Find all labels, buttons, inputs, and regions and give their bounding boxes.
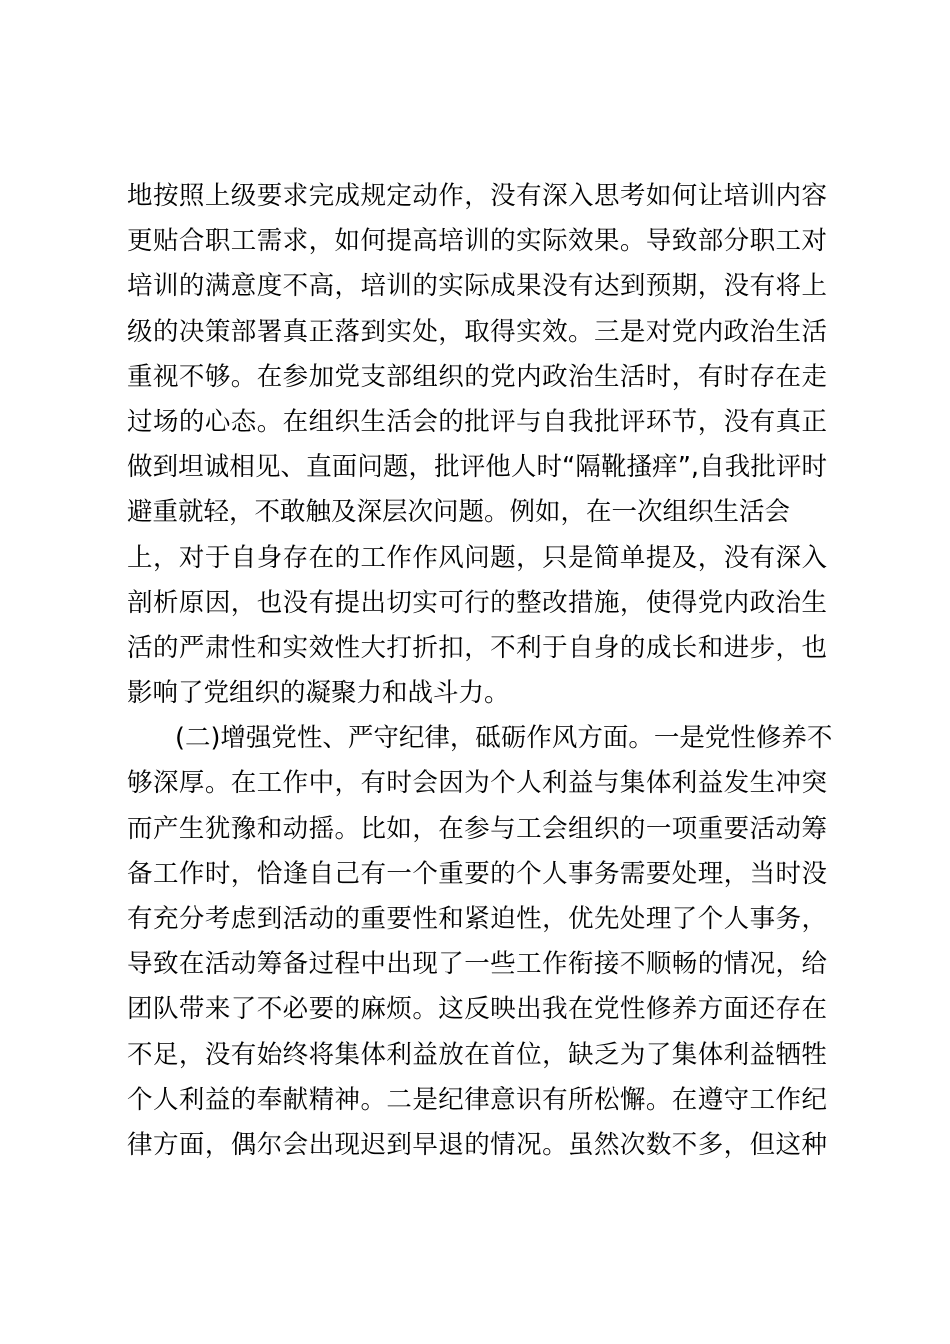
text-line: 做到坦诚相见、直面问题，批评他人时“隔靴搔痒”,自我批评时	[127, 452, 827, 483]
text-line: 剖析原因，也没有提出切实可行的整改措施，使得党内政治生	[127, 587, 827, 618]
text-line: 避重就轻，不敢触及深层次问题。例如，在一次组织生活会	[127, 497, 791, 528]
document-body	[127, 174, 833, 1168]
text-line: 而产生犹豫和动摇。比如，在参与工会组织的一项重要活动筹	[127, 813, 827, 844]
text-line: 地按照上级要求完成规定动作，没有深入思考如何让培训内容	[127, 181, 827, 211]
text-line: 有充分考虑到活动的重要性和紧迫性，优先处理了个人事务，	[127, 904, 827, 934]
text-line: 够深厚。在工作中，有时会因为个人利益与集体利益发生冲突	[127, 768, 827, 799]
text-line: 重视不够。在参加党支部组织的党内政治生活时，有时存在走	[127, 361, 827, 392]
text-line: 更贴合职工需求，如何提高培训的实际效果。导致部分职工对	[127, 226, 827, 257]
section-heading-line: (二)增强党性、严守纪律，砥砺作风方面。一是党性修养不	[175, 723, 833, 754]
text-line: 活的严肃性和实效性大打折扣，不利于自身的成长和进步，也	[127, 632, 827, 663]
text-line: 上，对于自身存在的工作作风问题，只是简单提及，没有深入	[127, 542, 827, 573]
paragraph-end-line: 影响了党组织的凝聚力和战斗力。	[127, 678, 510, 709]
text-line: 级的决策部署真正落到实处，取得实效。三是对党内政治生活	[127, 316, 827, 347]
text-line: 律方面，偶尔会出现迟到早退的情况。虽然次数不多，但这种	[127, 1129, 827, 1160]
text-line: 团队带来了不必要的麻烦。这反映出我在党性修养方面还存在	[127, 994, 827, 1025]
text-line: 个人利益的奉献精神。二是纪律意识有所松懈。在遵守工作纪	[127, 1084, 827, 1115]
text-line: 导致在活动筹备过程中出现了一些工作衔接不顺畅的情况，给	[127, 949, 827, 980]
text-line: 过场的心态。在组织生活会的批评与自我批评环节，没有真正	[127, 406, 827, 437]
text-line: 不足，没有始终将集体利益放在首位，缺乏为了集体利益牺牲	[127, 1039, 827, 1070]
text-line: 培训的满意度不高，培训的实际成果没有达到预期，没有将上	[127, 271, 827, 302]
text-line: 备工作时，恰逢自己有一个重要的个人事务需要处理，当时没	[127, 858, 827, 889]
